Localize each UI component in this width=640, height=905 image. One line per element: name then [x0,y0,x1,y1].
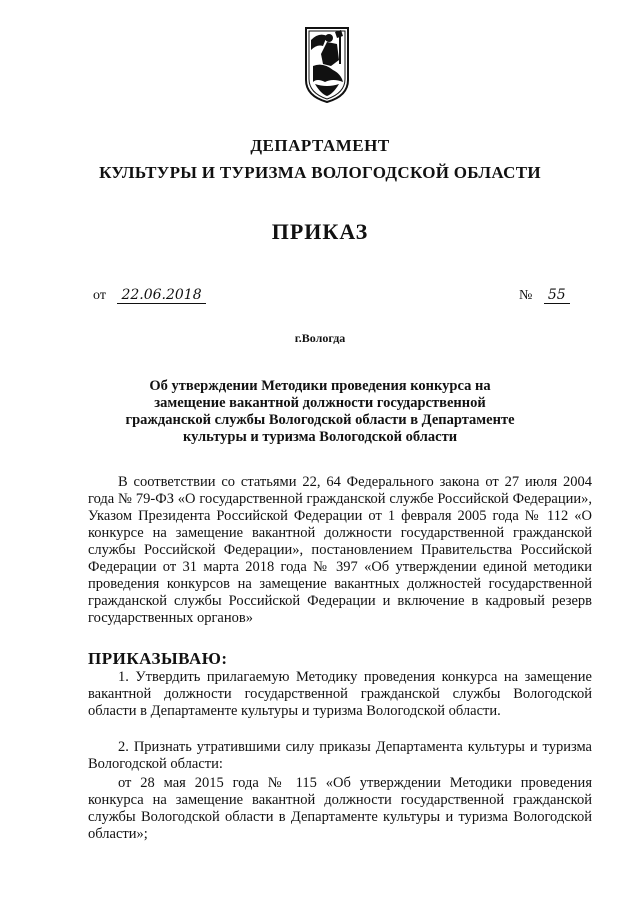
date-prefix: от [93,288,106,303]
date-field [93,287,206,304]
document-type-title: ПРИКАЗ [271,219,369,244]
number-prefix: № [519,288,533,303]
coat-of-arms-emblem [303,26,351,104]
order-item-2: 2. Признать утратившими силу приказы Департамента культуры и туризма Вологодской области: [88,739,592,772]
order-item-1: 1. Утвердить прилагаемую Методику проведения конкурса на замещение вакантной должности государственной гражданской службы Вологодской области в Департаменте культуры и туризма Вологодской области. [88,669,592,719]
intro-paragraph: В соответствии со статьями 22, 64 Федерального закона от 27 июля 2004 года № 79-ФЗ «О государственной гражданской службе Российской Федерации», Указом Президента Российской Федерации от 1 февраля 2005 года № 112 «О конкурсе на замещение вакантной должности государственной гражданской службы Российской Федерации», постановлением Правительства Российской Федерации от 31 марта 2018 года № 397 «Об утверждении единой методики проведения конкурсов на замещение вакантных должностей государственной гражданской службы Российской Федерации и включение в кадровый резерв государственных органов» [88,474,592,626]
handwritten-number: 55 [544,287,570,304]
handwritten-date: 22.06.2018 [117,287,205,304]
order-word: ПРИКАЗЫВАЮ: [88,649,228,668]
document-subject: Об утверждении Методики проведения конкурса на замещение вакантной должности государственной гражданской службы Вологодской области в Департаменте культуры и туризма Вологодской области [125,378,515,445]
order-item-2-sub: от 28 мая 2015 года № 115 «Об утверждении Методики проведения конкурса на замещение вакантной должности государственной гражданской службы Вологодской области в Департаменте культуры и туризма Вологодской области»; [88,775,592,842]
department-title-line1: ДЕПАРТАМЕНТ [250,136,390,155]
city-label: г.Вологда [294,331,346,345]
number-field [519,287,570,304]
department-title-line2: КУЛЬТУРЫ И ТУРИЗМА ВОЛОГОДСКОЙ ОБЛАСТИ [99,163,541,182]
